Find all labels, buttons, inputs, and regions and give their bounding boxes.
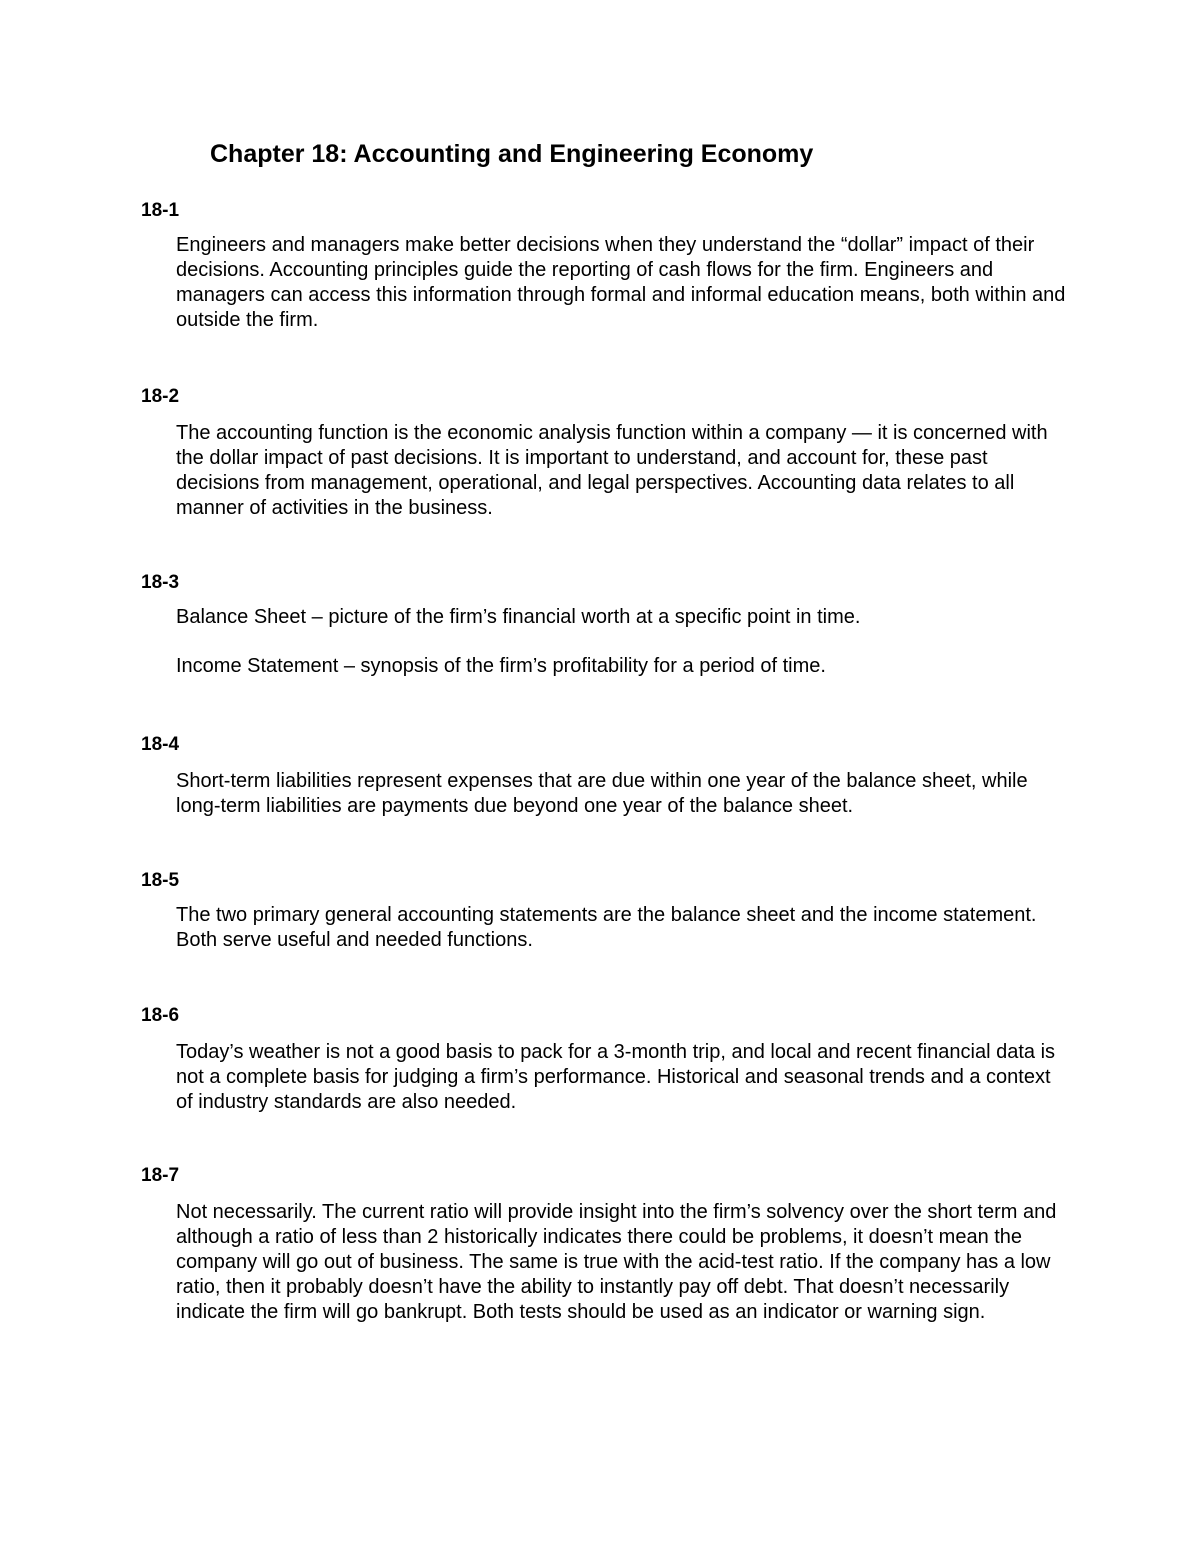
page-title: Chapter 18: Accounting and Engineering Economy (210, 140, 814, 168)
section-18-5 (141, 869, 1071, 953)
section-paragraph: The two primary general accounting statements are the balance sheet and the income statement. Both serve useful and needed functions. (176, 904, 1037, 951)
section-18-3 (141, 571, 1071, 679)
section-number: 18-4 (141, 734, 180, 755)
section-18-2 (141, 385, 1071, 521)
section-18-1 (141, 199, 1071, 333)
section-paragraph: Engineers and managers make better decisions when they understand the “dollar” impact of their decisions. Accounting principles guide the reporting of cash flows for the firm. Engineers and managers can access this information through formal and informal education means, both within and outside the firm. (176, 234, 1066, 331)
section-paragraph: Income Statement – synopsis of the firm’s profitability for a period of time. (176, 655, 826, 677)
section-18-4 (141, 733, 1071, 819)
section-paragraph: Balance Sheet – picture of the firm’s financial worth at a specific point in time. (176, 606, 861, 628)
section-number: 18-7 (141, 1165, 180, 1186)
section-number: 18-5 (141, 870, 180, 891)
section-18-6 (141, 1004, 1071, 1115)
section-paragraph: Not necessarily. The current ratio will provide insight into the firm’s solvency over the short term and although a ratio of less than 2 historically indicates there could be problems, it doesn’t mean the company will go out of business. The same is true with the acid-test ratio. If the company has a low ratio, then it probably doesn’t have the ability to instantly pay off debt. That doesn’t necessarily indicate the firm will go bankrupt. Both tests should be used as an indicator or warning sign. (176, 1201, 1057, 1323)
section-number: 18-1 (141, 200, 180, 221)
section-paragraph: Short-term liabilities represent expenses that are due within one year of the balance sheet, while long-term liabilities are payments due beyond one year of the balance sheet. (176, 770, 1028, 817)
section-paragraph: The accounting function is the economic analysis function within a company — it is concerned with the dollar impact of past decisions. It is important to understand, and account for, these past decisions from management, operational, and legal perspectives. Accounting data relates to all manner of activities in the business. (176, 422, 1048, 519)
section-number: 18-3 (141, 572, 180, 593)
section-number: 18-6 (141, 1005, 180, 1026)
section-paragraph: Today’s weather is not a good basis to pack for a 3-month trip, and local and recent financial data is not a complete basis for judging a firm’s performance. Historical and seasonal trends and a context of industry standards are also needed. (176, 1041, 1056, 1113)
section-number: 18-2 (141, 386, 180, 407)
section-18-7 (141, 1164, 1071, 1325)
